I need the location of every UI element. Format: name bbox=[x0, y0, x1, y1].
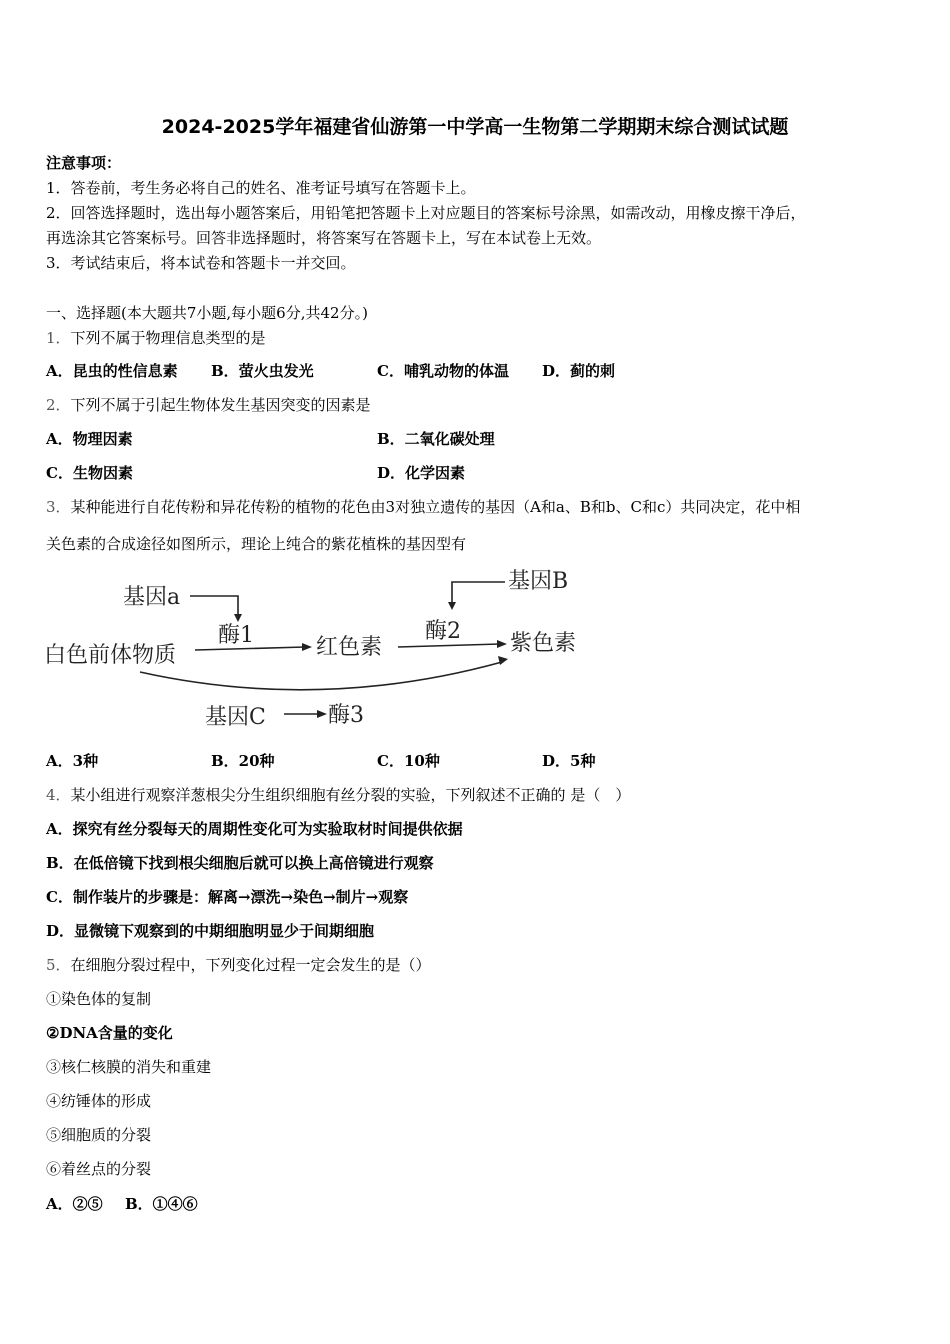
q5-item-1: ①染色体的复制 bbox=[46, 990, 152, 1008]
q5-item-3: ③核仁核膜的消失和重建 bbox=[46, 1058, 212, 1076]
q5-option-a: A．②⑤ bbox=[46, 1195, 103, 1213]
question-3-stem-line1 bbox=[46, 496, 800, 517]
question-2-stem bbox=[46, 394, 371, 415]
q2-option-a: A．物理因素 bbox=[46, 430, 133, 448]
question-4-stem bbox=[46, 784, 630, 805]
q5-option-b: B．①④⑥ bbox=[125, 1195, 198, 1213]
enzyme-1-label: 酶1 bbox=[218, 623, 254, 648]
gene-c-label: 基因C bbox=[205, 705, 266, 730]
question-text: 下列不属于引起生物体发生基因突变的因素是 bbox=[70, 396, 371, 414]
precursor-to-purple-curve bbox=[140, 662, 502, 690]
question-number: 5． bbox=[46, 956, 71, 974]
q3-option-c: C．10种 bbox=[377, 752, 440, 770]
question-number: 1． bbox=[46, 329, 71, 347]
question-number: 4． bbox=[46, 786, 71, 804]
gene-b-arrow bbox=[452, 582, 505, 604]
question-3-stem-line2: 关色素的合成途径如图所示，理论上纯合的紫花植株的基因型有 bbox=[46, 535, 467, 553]
notice-item-1: 1．答卷前，考生务必将自己的姓名、准考证号填写在答题卡上。 bbox=[46, 179, 476, 197]
q1-option-a: A．昆虫的性信息素 bbox=[46, 362, 178, 380]
q5-item-4: ④纺锤体的形成 bbox=[46, 1092, 152, 1110]
notice-item-2b: 再选涂其它答案标号。回答非选择题时，将答案写在答题卡上，写在本试卷上无效。 bbox=[46, 229, 602, 247]
q3-option-a: A．3种 bbox=[46, 752, 99, 770]
q4-option-d: D．显微镜下观察到的中期细胞明显少于间期细胞 bbox=[46, 922, 375, 940]
q1-option-c: C．哺乳动物的体温 bbox=[377, 362, 509, 380]
notice-item-3: 3．考试结束后，将本试卷和答题卡一并交回。 bbox=[46, 254, 356, 272]
q5-item-6: ⑥着丝点的分裂 bbox=[46, 1160, 152, 1178]
red-to-purple-arrow bbox=[398, 644, 500, 647]
question-text: 某种能进行自花传粉和异花传粉的植物的花色由3对独立遗传的基因（A和a、B和b、C和c）共同决定，花中相 bbox=[70, 498, 801, 516]
q4-option-a: A．探究有丝分裂每天的周期性变化可为实验取材时间提供依据 bbox=[46, 820, 463, 838]
gene-a-arrow bbox=[190, 596, 238, 616]
pigment-pathway-diagram bbox=[40, 562, 600, 737]
question-5-stem bbox=[46, 954, 431, 975]
question-number: 3． bbox=[46, 498, 71, 516]
q1-option-b: B．萤火虫发光 bbox=[211, 362, 314, 380]
notice-item-2a: 2．回答选择题时，选出每小题答案后，用铅笔把答题卡上对应题目的答案标号涂黑，如需改动，用橡皮擦干净后， bbox=[46, 204, 806, 222]
q5-item-5: ⑤细胞质的分裂 bbox=[46, 1126, 152, 1144]
q5-item-2: ②DNA含量的变化 bbox=[46, 1024, 173, 1042]
q2-option-c: C．生物因素 bbox=[46, 464, 133, 482]
notice-heading: 注意事项： bbox=[46, 154, 122, 172]
section-heading: 一、选择题(本大题共7小题,每小题6分,共42分。) bbox=[46, 304, 368, 322]
question-text: 下列不属于物理信息类型的是 bbox=[70, 329, 266, 347]
question-text: 在细胞分裂过程中，下列变化过程一定会发生的是（） bbox=[70, 956, 431, 974]
q4-option-c: C．制作装片的步骤是：解离→漂洗→染色→制片→观察 bbox=[46, 888, 409, 906]
q3-option-b: B．20种 bbox=[211, 752, 275, 770]
q2-option-d: D．化学因素 bbox=[377, 464, 466, 482]
q4-option-b: B．在低倍镜下找到根尖细胞后就可以换上高倍镜进行观察 bbox=[46, 854, 434, 872]
red-pigment-label: 红色素 bbox=[316, 635, 383, 660]
gene-a-label: 基因a bbox=[123, 585, 181, 610]
gene-b-label: 基因B bbox=[508, 569, 569, 594]
enzyme-2-label: 酶2 bbox=[425, 619, 461, 644]
exam-title: 2024-2025学年福建省仙游第一中学高一生物第二学期期末综合测试试题 bbox=[161, 116, 789, 138]
question-text: 某小组进行观察洋葱根尖分生组织细胞有丝分裂的实验，下列叙述不正确的 是（ ） bbox=[70, 786, 631, 804]
q2-option-b: B．二氧化碳处理 bbox=[377, 430, 495, 448]
q3-option-d: D．5种 bbox=[542, 752, 596, 770]
q1-option-d: D．蓟的刺 bbox=[542, 362, 616, 380]
purple-pigment-label: 紫色素 bbox=[510, 631, 577, 656]
question-1-stem bbox=[46, 327, 266, 348]
enzyme-3-label: 酶3 bbox=[328, 703, 364, 728]
question-number: 2． bbox=[46, 396, 71, 414]
precursor-label: 白色前体物质 bbox=[44, 643, 177, 668]
